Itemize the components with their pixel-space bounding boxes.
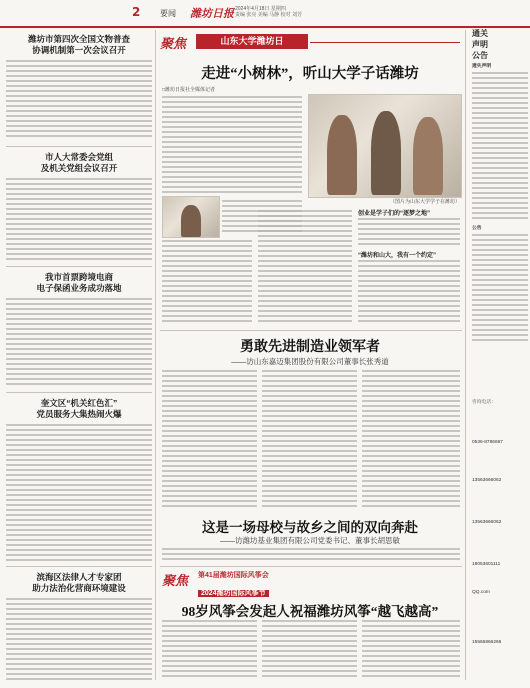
middle-story-title: 勇敢先进制造业领军者 [240,340,380,355]
festival-line-2: 2024潍坊国际风筝节 [198,590,269,597]
column-divider [155,30,156,680]
article-body [362,620,460,682]
divider [160,566,462,567]
feature-title: 走进“小树林”，听山大学子话潍坊 [201,66,419,82]
phone-number: 18053601111 [472,562,501,567]
newspaper-logo: 潍坊日报 [190,8,234,20]
divider [6,392,152,393]
divider [160,330,462,331]
left-headline-1: 潍坊市第四次全国文物普查 协调机制第一次会议召开 [27,34,130,55]
article-body [358,218,460,248]
divider [6,146,152,147]
right-headline-3: 公告 [472,51,488,60]
kite-title: 98岁风筝会发起人祝福潍坊风筝“越飞越高” [181,604,439,619]
phone-number: 0536-8786667 [472,440,503,445]
left-headline-3: 我市首票跨境电商 电子保函业务成功落地 [36,272,122,293]
editor-credits: 责编 张亮 美编 马静 校对 刘芳 [235,12,302,18]
feature-kicker: 聚焦 [160,36,187,51]
left-headline-4: 奎文区“机关红色汇” 党员服务大集热闹火爆 [36,398,122,419]
masthead-meta [235,6,302,18]
classified-text [472,234,528,344]
column-divider [465,30,466,680]
classified-column [472,28,530,61]
classified-text [472,72,528,222]
masthead [0,0,530,28]
festival-line-1: 第41届潍坊国际风筝会 [198,572,269,579]
feature-subhead-2: “潍坊和山大，我有一个约定” [358,253,437,259]
article-body [6,424,152,564]
issue-date: 2024年4月18日 星期四 [235,6,286,12]
article-body [162,620,257,682]
article-body [6,60,152,142]
phone-number: 15566866266 [472,640,502,645]
feature-photo [308,94,462,198]
article-body [262,370,357,510]
phone-label: 咨询电话： [472,400,496,405]
article-body [358,260,460,324]
feature-subhead-1: 创业是学子们的“逐梦之地” [358,211,431,217]
right-headline-2: 声明 [472,40,488,49]
banner-rule [310,42,460,43]
feature-banner: 山东大学潍坊日 [196,34,308,49]
article-body [162,548,460,564]
divider [6,566,152,567]
right-headline-1: 通关 [472,29,488,38]
website: QQ.com [472,590,490,595]
article-body [162,96,302,194]
article-body [6,598,152,682]
page-number: 2 [132,5,141,19]
article-body [162,370,257,510]
notice-label: 遗失声明 [472,64,492,69]
lower-story-title: 这是一场母校与故乡之间的双向奔赴 [202,520,418,535]
article-body [362,370,460,510]
left-headline-2: 市人大常委会党组 及机关党组会议召开 [40,152,118,173]
phone-number: 13563666062 [472,478,502,483]
article-body [258,210,352,324]
photo-caption: （图片为山东大学学子在潍坊） [389,199,460,205]
ad-label: 公告 [472,226,482,231]
feature-byline: □潍坊日报社全媒体记者 [162,87,216,93]
middle-story-subtitle: ——访山东嘉迈集团股份有限公司董事长张秀道 [231,357,389,366]
article-body [6,178,152,264]
article-body [162,240,252,324]
kite-kicker: 聚焦 [162,573,189,588]
festival-banner [198,570,370,597]
divider [6,266,152,267]
article-body [6,298,152,388]
reporter-photo [162,196,220,238]
phone-number: 13563666062 [472,520,502,525]
section-name: 要闻 [160,9,176,18]
article-body [262,620,357,682]
lower-story-subtitle: ——访潍坊基业集团有限公司党委书记、董事长胡思敏 [220,536,400,545]
left-headline-5: 滨海区法律人才专家团 助力法治化营商环境建设 [32,572,126,593]
